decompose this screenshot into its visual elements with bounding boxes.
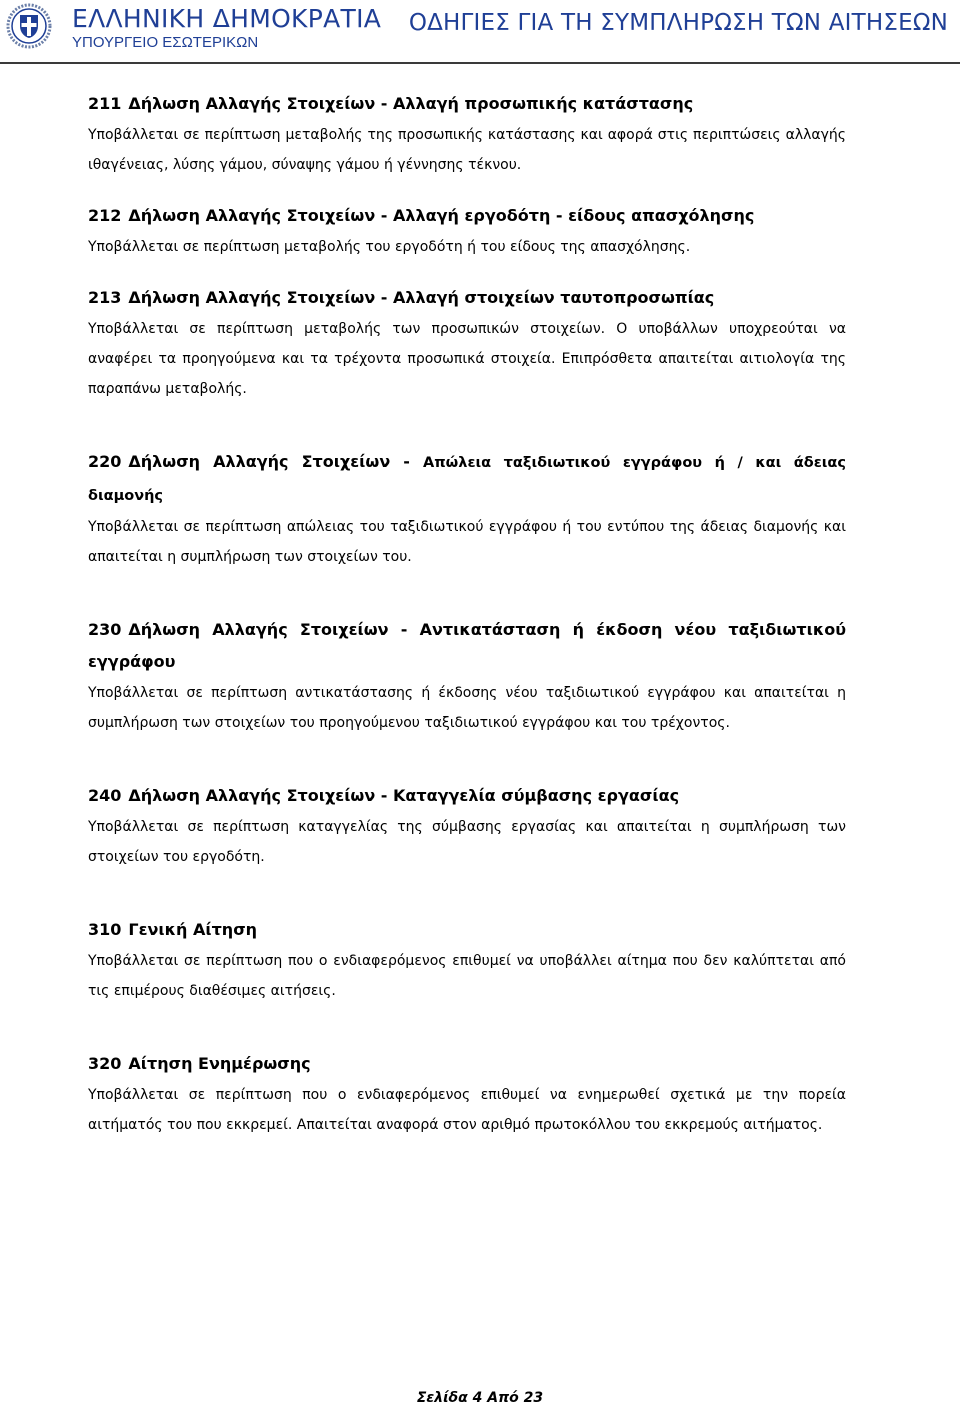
section-211	[88, 88, 846, 180]
section-description: Υποβάλλεται σε περίπτωση αντικατάστασης ή έκδοσης νέου ταξιδιωτικού εγγράφου και απαιτείται η συμπλήρωση των στοιχείων του προηγούμενου ταξιδιωτικού εγγράφου και του τρέχοντος.	[88, 685, 846, 731]
section-number: 220	[88, 452, 122, 471]
section-heading	[88, 780, 846, 812]
section-description: Υποβάλλεται σε περίπτωση μεταβολής του εργοδότη ή του είδους της απασχόλησης.	[88, 239, 691, 255]
ministry-block	[72, 4, 381, 52]
country-title: ΕΛΛΗΝΙΚΗ ΔΗΜΟΚΡΑΤΙΑ	[72, 4, 382, 33]
section-310	[88, 914, 846, 1006]
section-212	[88, 200, 846, 262]
section-heading	[88, 200, 846, 232]
section-description: Υποβάλλεται σε περίπτωση που ο ενδιαφερόμενος επιθυμεί να υποβάλλει αίτημα που δεν καλύπτεται από τις επιμέρους διαθέσιμες αιτήσεις.	[88, 953, 846, 999]
document-title: ΟΔΗΓΙΕΣ ΓΙΑ ΤΗ ΣΥΜΠΛΗΡΩΣΗ ΤΩΝ ΑΙΤΗΣΕΩΝ	[408, 10, 948, 36]
section-heading	[88, 88, 846, 120]
page-number: Σελίδα 4 Από 23	[416, 1390, 544, 1406]
ministry-subtitle: ΥΠΟΥΡΓΕΙΟ ΕΣΩΤΕΡΙΚΩΝ	[72, 34, 259, 51]
section-heading	[88, 1048, 846, 1080]
section-number: 320	[88, 1054, 122, 1073]
section-title: Γενική Αίτηση	[128, 920, 258, 939]
section-220	[88, 446, 846, 572]
section-number: 240	[88, 786, 122, 805]
section-description: Υποβάλλεται σε περίπτωση απώλειας του ταξιδιωτικού εγγράφου ή του εντύπου της άδειας διαμονής και απαιτείται η συμπλήρωση των στοιχείων του.	[88, 519, 846, 565]
section-title: Δήλωση Αλλαγής Στοιχείων - Αλλαγή προσωπικής κατάστασης	[128, 94, 694, 113]
greek-coat-of-arms-icon	[6, 3, 52, 49]
section-description: Υποβάλλεται σε περίπτωση καταγγελίας της σύμβασης εργασίας και απαιτείται η συμπλήρωση των στοιχείων του εργοδότη.	[88, 819, 846, 865]
section-number: 212	[88, 206, 122, 225]
document-body	[88, 88, 846, 1140]
section-title: Αίτηση Ενημέρωσης	[128, 1054, 311, 1073]
section-title: Δήλωση Αλλαγής Στοιχείων -	[128, 452, 410, 471]
section-230	[88, 614, 846, 738]
section-number: 310	[88, 920, 122, 939]
page-header	[0, 0, 960, 66]
section-title: Δήλωση Αλλαγής Στοιχείων - Αντικατάσταση ή έκδοση νέου ταξιδιωτικού εγγράφου	[88, 620, 846, 671]
section-240	[88, 780, 846, 872]
section-title: Δήλωση Αλλαγής Στοιχείων - Αλλαγή στοιχείων ταυτοπροσωπίας	[128, 288, 715, 307]
section-description: Υποβάλλεται σε περίπτωση μεταβολής των προσωπικών στοιχείων. Ο υποβάλλων υποχρεούται να αναφέρει τα προηγούμενα και τα τρέχοντα προσωπικά στοιχεία. Επιπρόσθετα απαιτείται αιτιολογία της παραπάνω μεταβολής.	[88, 321, 846, 397]
section-heading	[88, 282, 846, 314]
section-number: 211	[88, 94, 122, 113]
section-heading	[88, 914, 846, 946]
section-description: Υποβάλλεται σε περίπτωση μεταβολής της προσωπικής κατάστασης και αφορά στις περιπτώσεις αλλαγής ιθαγένειας, λύσης γάμου, σύναψης γάμου ή γέννησης τέκνου.	[88, 127, 846, 173]
section-heading	[88, 446, 846, 512]
section-title: Δήλωση Αλλαγής Στοιχείων - Αλλαγή εργοδότη - είδους απασχόλησης	[128, 206, 755, 225]
section-number: 230	[88, 620, 122, 639]
section-description: Υποβάλλεται σε περίπτωση που ο ενδιαφερόμενος επιθυμεί να ενημερωθεί σχετικά με την πορεία αιτήματός του που εκκρεμεί. Απαιτείται αναφορά στον αριθμό πρωτοκόλλου του εκκρεμούς αιτήματος.	[88, 1087, 846, 1133]
section-heading	[88, 614, 846, 678]
section-title: Δήλωση Αλλαγής Στοιχείων - Καταγγελία σύμβασης εργασίας	[128, 786, 680, 805]
header-divider	[0, 62, 960, 64]
section-213	[88, 282, 846, 404]
section-number: 213	[88, 288, 122, 307]
section-title-rest: Απώλεια ταξιδιωτικού εγγράφου ή / και άδειας διαμονής	[88, 455, 846, 504]
section-320	[88, 1048, 846, 1140]
